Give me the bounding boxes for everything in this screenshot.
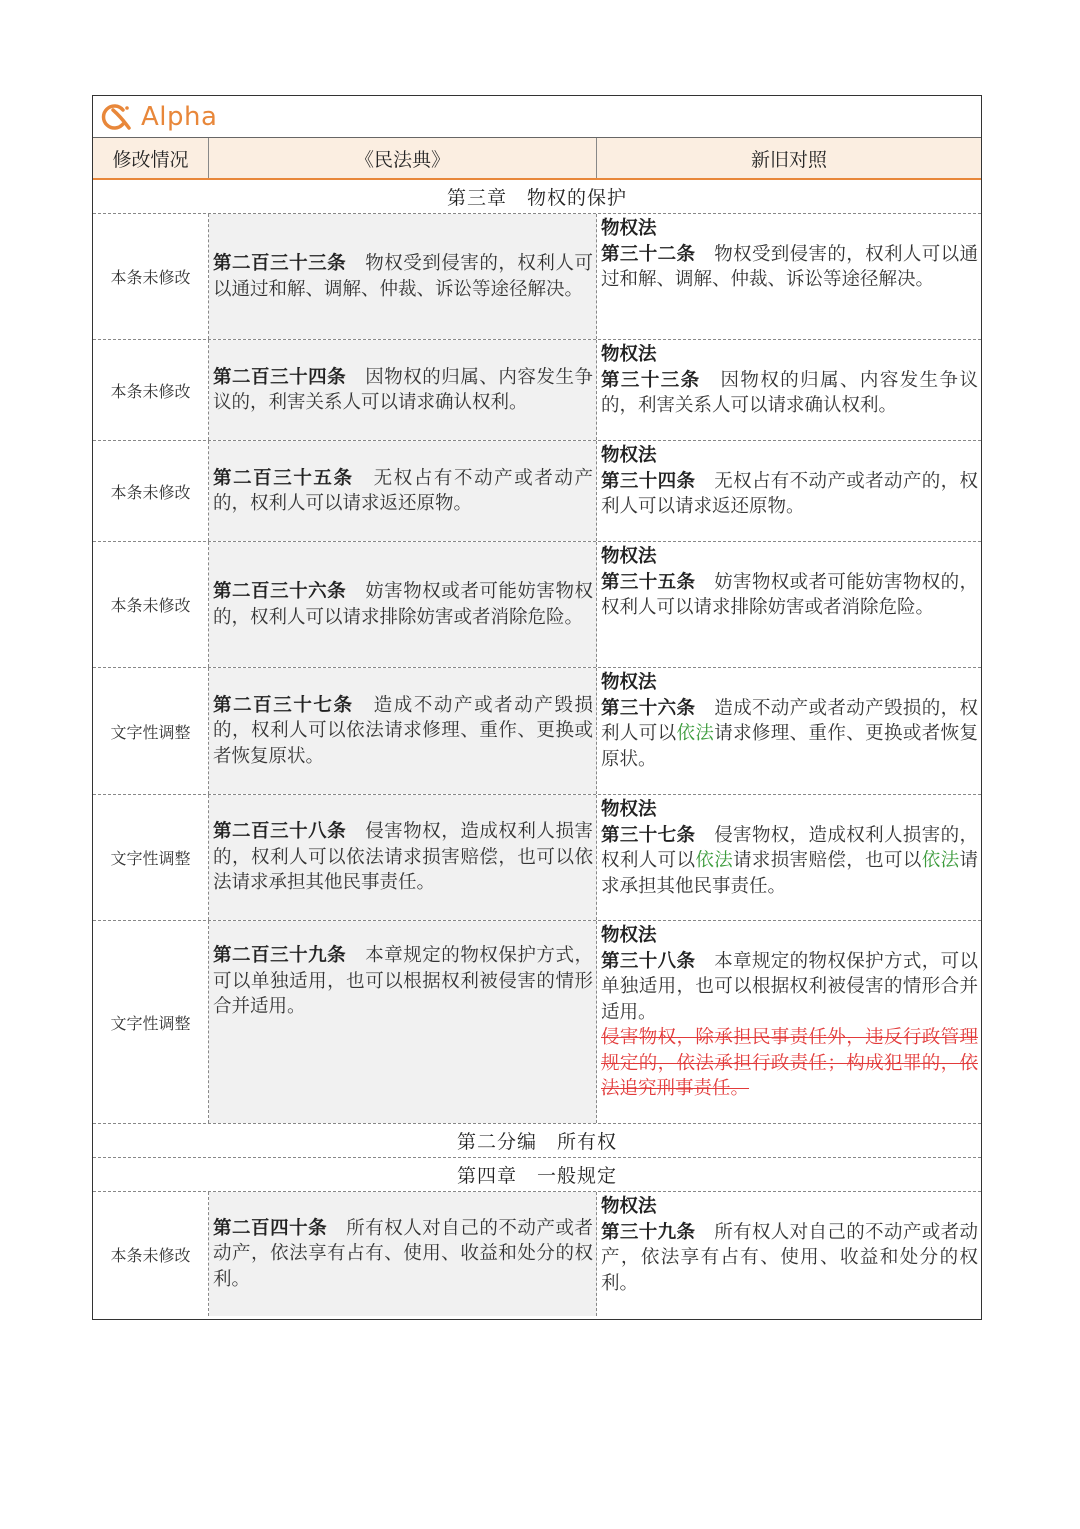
article-number: 第二百三十三条 bbox=[213, 253, 347, 274]
article-number: 第二百四十条 bbox=[213, 1217, 328, 1239]
old-article-number: 第三十三条 bbox=[601, 369, 701, 391]
civil-code-cell bbox=[209, 441, 597, 541]
old-law-name: 物权法 bbox=[601, 672, 657, 693]
old-article-text: 无权占有不动产或者动产的，权利人可以请求返还原物。 bbox=[601, 470, 978, 517]
status-cell: 本条未修改 bbox=[93, 542, 209, 667]
article-number: 第二百三十四条 bbox=[213, 366, 347, 388]
old-law-cell bbox=[597, 214, 981, 339]
old-law-name: 物权法 bbox=[601, 925, 657, 946]
old-law-cell bbox=[597, 668, 981, 794]
status-cell: 本条未修改 bbox=[93, 1192, 209, 1316]
article-text: 所有权人对自己的不动产或者动产，依法享有占有、使用、收益和处分的权利。 bbox=[213, 1217, 593, 1290]
old-article-text: 本章规定的物权保护方式，可以单独适用，也可以根据权利被侵害的情形合并适用。 bbox=[601, 950, 978, 1023]
article-number: 第二百三十五条 bbox=[213, 467, 354, 489]
comparison-table bbox=[92, 95, 982, 1320]
civil-code-cell bbox=[209, 1192, 597, 1316]
section-heading: 第二分编 所有权 bbox=[93, 1124, 981, 1158]
article-text: 物权受到侵害的，权利人可以通过和解、调解、仲裁、诉讼等途径解决。 bbox=[213, 253, 593, 300]
old-article-number: 第三十二条 bbox=[601, 243, 696, 265]
old-law-name: 物权法 bbox=[601, 546, 657, 567]
old-article-text: 请求损害赔偿，也可以 bbox=[733, 850, 922, 871]
table-row bbox=[93, 921, 981, 1124]
status-cell: 文字性调整 bbox=[93, 795, 209, 920]
brand-name: Alpha bbox=[141, 101, 218, 132]
old-article-text: 请求修理、重作、更换或者恢复原状。 bbox=[601, 723, 978, 770]
inserted-text: 依法 bbox=[695, 850, 734, 871]
old-article-number: 第三十四条 bbox=[601, 470, 696, 492]
table-row bbox=[93, 542, 981, 668]
status-cell: 本条未修改 bbox=[93, 340, 209, 440]
civil-code-cell bbox=[209, 214, 597, 339]
civil-code-cell bbox=[209, 921, 597, 1123]
old-article-text: 侵害物权，造成权利人损害的，权利人可以 bbox=[601, 824, 978, 871]
article-text: 无权占有不动产或者动产的，权利人可以请求返还原物。 bbox=[213, 467, 593, 514]
old-law-name: 物权法 bbox=[601, 445, 657, 466]
status-cell: 本条未修改 bbox=[93, 214, 209, 339]
header-status: 修改情况 bbox=[93, 138, 209, 178]
old-article-number: 第三十六条 bbox=[601, 697, 696, 719]
old-law-cell bbox=[597, 795, 981, 920]
old-law-name: 物权法 bbox=[601, 218, 657, 239]
civil-code-cell bbox=[209, 340, 597, 440]
header-comparison: 新旧对照 bbox=[750, 148, 827, 171]
table-row bbox=[93, 1192, 981, 1316]
article-number: 第二百三十六条 bbox=[213, 581, 347, 602]
old-law-cell bbox=[597, 542, 981, 667]
article-number: 第二百三十七条 bbox=[213, 694, 354, 716]
civil-code-cell bbox=[209, 795, 597, 920]
inserted-text: 依法 bbox=[921, 850, 960, 871]
section-heading: 第四章 一般规定 bbox=[93, 1158, 981, 1192]
old-article-text: 物权受到侵害的，权利人可以通过和解、调解、仲裁、诉讼等途径解决。 bbox=[601, 243, 978, 290]
article-text: 因物权的归属、内容发生争议的，利害关系人可以请求确认权利。 bbox=[213, 366, 593, 413]
section-heading: 第三章 物权的保护 bbox=[93, 180, 981, 214]
old-article-number: 第三十七条 bbox=[601, 824, 696, 846]
old-law-name: 物权法 bbox=[601, 1196, 657, 1217]
article-number: 第二百三十九条 bbox=[213, 945, 347, 966]
old-article-number: 第三十五条 bbox=[601, 571, 696, 593]
old-law-cell bbox=[597, 441, 981, 541]
article-text: 侵害物权，造成权利人损害的，权利人可以依法请求损害赔偿，也可以依法请求承担其他民事责任。 bbox=[213, 821, 593, 894]
article-text: 本章规定的物权保护方式，可以单独适用，也可以根据权利被侵害的情形合并适用。 bbox=[213, 945, 593, 1017]
status-cell: 本条未修改 bbox=[93, 441, 209, 541]
old-article-number: 第三十九条 bbox=[601, 1221, 696, 1243]
status-cell: 文字性调整 bbox=[93, 921, 209, 1123]
civil-code-cell bbox=[209, 542, 597, 667]
old-article-number: 第三十八条 bbox=[601, 950, 696, 972]
status-cell: 文字性调整 bbox=[93, 668, 209, 794]
article-text: 妨害物权或者可能妨害物权的，权利人可以请求排除妨害或者消除危险。 bbox=[213, 581, 593, 628]
old-law-cell bbox=[597, 340, 981, 440]
article-number: 第二百三十八条 bbox=[213, 821, 347, 843]
old-article-text: 所有权人对自己的不动产或者动产，依法享有占有、使用、收益和处分的权利。 bbox=[601, 1221, 978, 1294]
header-civil-code: 《民法典》 bbox=[209, 138, 597, 178]
table-row bbox=[93, 340, 981, 441]
brand-bar bbox=[93, 96, 981, 138]
table-row bbox=[93, 795, 981, 921]
alpha-logo-icon bbox=[99, 102, 133, 132]
old-article-text: 造成不动产或者动产毁损的，权利人可以 bbox=[601, 697, 978, 744]
table-row bbox=[93, 214, 981, 340]
table-header bbox=[93, 138, 981, 180]
old-law-name: 物权法 bbox=[601, 799, 657, 820]
old-law-cell bbox=[597, 921, 981, 1123]
table-row bbox=[93, 668, 981, 795]
table-row bbox=[93, 441, 981, 542]
civil-code-cell bbox=[209, 668, 597, 794]
old-article-text: 妨害物权或者可能妨害物权的，权利人可以请求排除妨害或者消除危险。 bbox=[601, 571, 978, 618]
inserted-text: 依法 bbox=[676, 723, 715, 744]
old-law-name: 物权法 bbox=[601, 344, 657, 365]
deleted-text: 侵害物权，除承担民事责任外，违反行政管理规定的，依法承担行政责任；构成犯罪的，依法追究刑事责任。 bbox=[601, 1027, 978, 1099]
article-text: 造成不动产或者动产毁损的，权利人可以依法请求修理、重作、更换或者恢复原状。 bbox=[213, 694, 593, 767]
old-article-text: 请求承担其他民事责任。 bbox=[601, 850, 978, 897]
old-law-cell bbox=[597, 1192, 981, 1316]
old-article-text: 因物权的归属、内容发生争议的，利害关系人可以请求确认权利。 bbox=[601, 369, 978, 416]
